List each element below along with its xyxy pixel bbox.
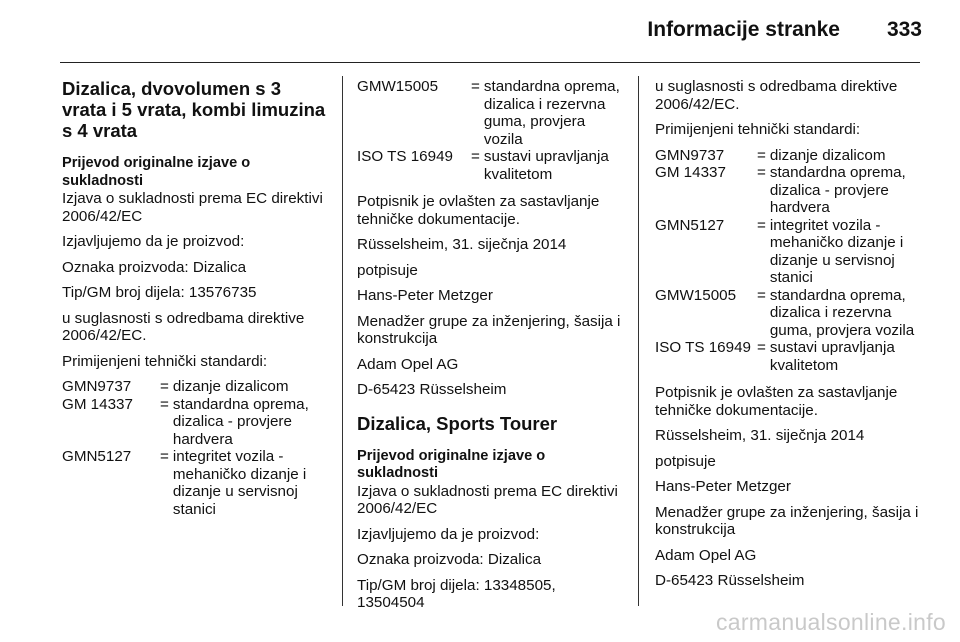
standard-code: GMN9737 <box>655 146 725 164</box>
standard-row <box>62 396 330 449</box>
product-designation: Oznaka proizvoda: Dizalica <box>357 551 542 568</box>
section-title-sports-tourer: Dizalica, Sports Tourer <box>357 412 558 434</box>
place-date: Rüsselsheim, 31. siječnja 2014 <box>357 236 567 253</box>
standard-row <box>655 217 923 287</box>
standard-row <box>655 164 923 217</box>
standard-row <box>655 339 923 374</box>
signatory-name: Hans-Peter Metzger <box>357 287 493 304</box>
directive-compliance: u suglasnosti s odredbama direktive 2006/42/EC. <box>655 78 898 113</box>
standard-desc: standardna oprema, dizalica - provjere hardvera <box>172 395 309 448</box>
column-3 <box>655 78 923 598</box>
standard-row <box>62 448 330 518</box>
declaration-subhead: Prijevod originalne izjave o sukladnosti <box>357 447 546 481</box>
signatory-role: Menadžer grupe za inženjering, šasija i konstrukcija <box>655 503 919 538</box>
standard-desc: sustavi upravljanja kvalitetom <box>769 339 895 374</box>
standard-eq: = <box>756 146 766 164</box>
standard-code: GMW15005 <box>655 286 737 304</box>
header-rule <box>60 62 920 63</box>
standard-code: ISO TS 16949 <box>655 339 751 356</box>
declaration-line: Izjavljujemo da je proizvod: <box>62 233 245 250</box>
standards-table <box>62 378 330 518</box>
standard-desc: standardna oprema, dizalica i rezervna guma, provjera vozila <box>483 78 620 148</box>
standard-row <box>357 148 625 183</box>
part-number: Tip/GM broj dijela: 13348505, 13504504 <box>357 576 556 611</box>
standards-intro: Primijenjeni tehnički standardi: <box>62 352 268 370</box>
standard-row <box>655 287 923 340</box>
standard-code: GM 14337 <box>655 164 726 181</box>
signatory-name: Hans-Peter Metzger <box>655 478 791 495</box>
section-title-hatchback: Dizalica, dvovolumen s 3 vrata i 5 vrata, kombi limuzina s 4 vrata <box>62 78 326 141</box>
standard-eq: = <box>160 395 169 413</box>
declaration-line: Izjava o sukladnosti prema EC direktivi 2006/42/EC <box>62 190 323 225</box>
standards-table <box>357 78 625 183</box>
standard-desc: dizanje dizalicom <box>172 378 289 395</box>
standard-desc: standardna oprema, dizalica - provjere hardvera <box>769 164 906 216</box>
signatory-statement: Potpisnik je ovlašten za sastavljanje tehničke dokumentacije. <box>655 384 898 419</box>
standard-desc: standardna oprema, dizalica i rezervna guma, provjera vozila <box>769 286 915 339</box>
standard-eq: = <box>160 448 169 465</box>
part-number: Tip/GM broj dijela: 13576735 <box>62 284 257 301</box>
standards-intro: Primijenjeni tehnički standardi: <box>655 121 861 138</box>
signed-by-label: potpisuje <box>655 452 716 470</box>
standards-table <box>655 147 923 375</box>
signed-by-label: potpisuje <box>357 261 418 279</box>
standard-code: GMN5127 <box>655 216 725 234</box>
standard-row <box>62 378 330 396</box>
page-number: 333 <box>886 18 922 41</box>
header-title: Informacije stranke <box>647 18 840 41</box>
standard-eq: = <box>471 148 480 165</box>
standard-desc: integritet vozila - mehaničko dizanje i dizanje u servisnoj stanici <box>769 216 904 286</box>
standard-eq: = <box>756 216 766 234</box>
signatory-statement: Potpisnik je ovlašten za sastavljanje tehničke dokumentacije. <box>357 193 600 228</box>
standard-eq: = <box>160 378 169 395</box>
standard-code: GMN5127 <box>62 448 132 465</box>
directive-compliance: u suglasnosti s odredbama direktive 2006/42/EC. <box>62 309 305 344</box>
standard-eq: = <box>756 339 766 356</box>
standard-code: GMN9737 <box>62 378 132 395</box>
company-address: D-65423 Rüsselsheim <box>357 381 507 398</box>
declaration-line: Izjava o sukladnosti prema EC direktivi 2006/42/EC <box>357 482 618 517</box>
company-address: D-65423 Rüsselsheim <box>655 572 805 589</box>
standard-eq: = <box>756 164 766 181</box>
standard-eq: = <box>756 286 766 304</box>
watermark: carmanualsonline.info <box>715 609 946 635</box>
standard-code: GMW15005 <box>357 78 439 95</box>
column-divider-1 <box>342 76 343 606</box>
standard-row <box>655 147 923 165</box>
page-header <box>0 0 960 62</box>
company-name: Adam Opel AG <box>655 546 757 564</box>
standard-code: GM 14337 <box>62 395 133 413</box>
declaration-line: Izjavljujemo da je proizvod: <box>357 525 540 543</box>
column-1 <box>62 78 330 528</box>
signatory-role: Menadžer grupe za inženjering, šasija i konstrukcija <box>357 312 621 347</box>
standard-desc: dizanje dizalicom <box>769 146 886 164</box>
standard-code: ISO TS 16949 <box>357 148 453 165</box>
standard-row <box>357 78 625 148</box>
column-2 <box>357 78 625 620</box>
declaration-subhead: Prijevod originalne izjave o sukladnosti <box>62 155 251 189</box>
product-designation: Oznaka proizvoda: Dizalica <box>62 258 247 276</box>
standard-eq: = <box>471 78 480 95</box>
standard-desc: integritet vozila - mehaničko dizanje i dizanje u servisnoj stanici <box>172 448 307 518</box>
company-name: Adam Opel AG <box>357 355 459 373</box>
place-date: Rüsselsheim, 31. siječnja 2014 <box>655 427 865 444</box>
column-divider-2 <box>638 76 639 606</box>
standard-desc: sustavi upravljanja kvalitetom <box>483 148 609 183</box>
